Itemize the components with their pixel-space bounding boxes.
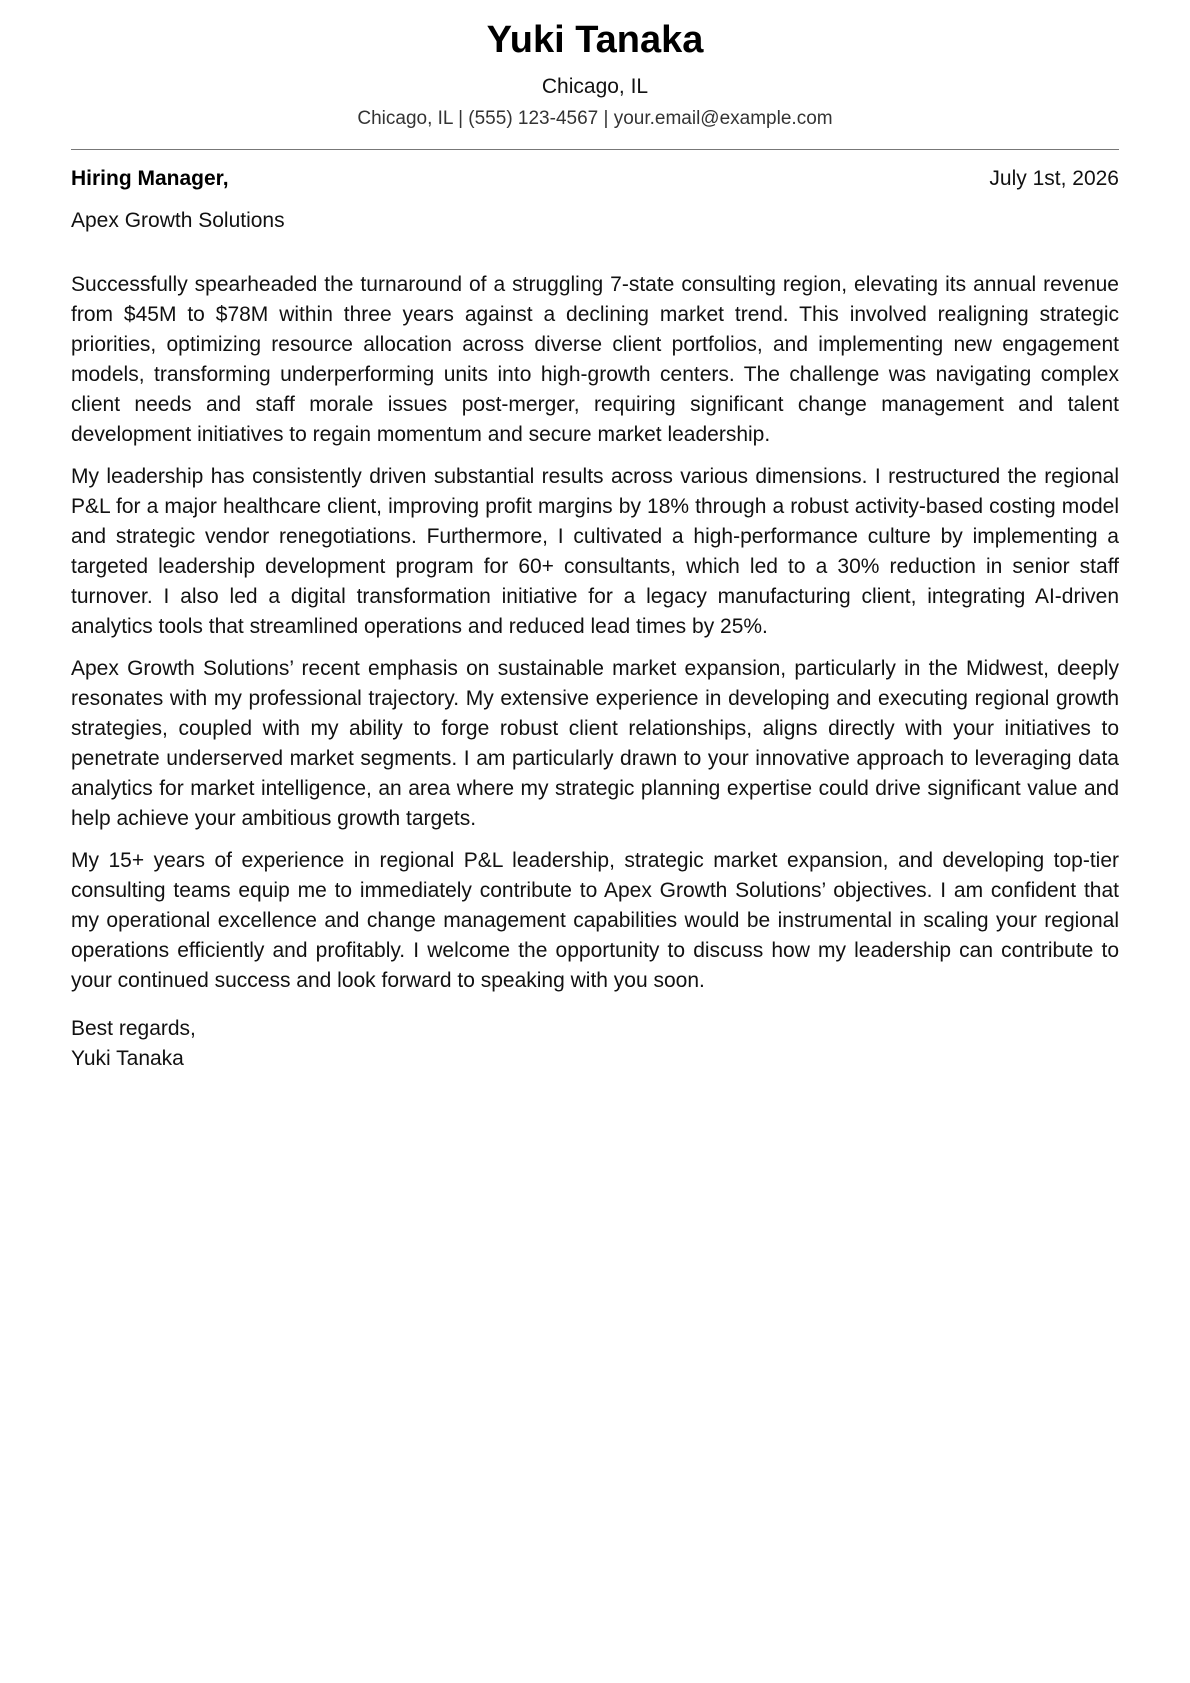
- body-paragraph-3: Apex Growth Solutions’ recent emphasis on sustainable market expansion, particularly in the Midwest, deeply resonates with my professional trajectory. My extensive experience in developing and executing regional growth strategies, coupled with my ability to forge robust client relationships, aligns directly with your initiatives to penetrate underserved market segments. I am particularly drawn to your innovative approach to leveraging data analytics for market intelligence, an area where my strategic planning expertise could drive significant value and help achieve your ambitious growth targets.: [71, 657, 1119, 830]
- letter-header: [71, 0, 1119, 132]
- closing-signature: Yuki Tanaka: [71, 1047, 184, 1070]
- body-paragraph-2: My leadership has consistently driven substantial results across various dimensions. I restructured the regional P&L for a major healthcare client, improving profit margins by 18% through a robust activity-based costing model and strategic vendor renegotiations. Furthermore, I cultivated a high-performance culture by implementing a targeted leadership development program for 60+ consultants, which led to a 30% reduction in senior staff turnover. I also led a digital transformation initiative for a legacy manufacturing client, integrating AI-driven analytics tools that streamlined operations and reduced lead times by 25%.: [71, 465, 1119, 638]
- header-divider: [71, 149, 1119, 150]
- letter-closing: [71, 1014, 1119, 1074]
- recipient-company: Apex Growth Solutions: [71, 209, 285, 232]
- body-paragraph-4: My 15+ years of experience in regional P&L leadership, strategic market expansion, and developing top-tier consulting teams equip me to immediately contribute to Apex Growth Solutions’ objectives. I am confident that my operational excellence and change management capabilities would be instrumental in scaling your regional operations efficiently and profitably. I welcome the opportunity to discuss how my leadership can contribute to your continued success and look forward to speaking with you soon.: [71, 849, 1119, 992]
- sender-name: Yuki Tanaka: [486, 19, 704, 61]
- sender-contact-line: Chicago, IL | (555) 123-4567 | your.email@example.com: [357, 108, 833, 129]
- body-paragraph-1: Successfully spearheaded the turnaround of a struggling 7-state consulting region, elevating its annual revenue from $45M to $78M within three years against a declining market trend. This involved realigning strategic priorities, optimizing resource allocation across diverse client portfolios, and implementing new engagement models, transforming underperforming units into high-growth centers. The challenge was navigating complex client needs and staff morale issues post-merger, requiring significant change management and talent development initiatives to regain momentum and secure market leadership.: [71, 273, 1119, 446]
- letter-body: [71, 270, 1119, 996]
- recipient-date-row: [71, 164, 1119, 194]
- sender-location: Chicago, IL: [541, 75, 649, 98]
- letter-date: July 1st, 2026: [989, 167, 1119, 190]
- recipient-salutation: Hiring Manager,: [71, 167, 229, 190]
- closing-salutation: Best regards,: [71, 1017, 196, 1040]
